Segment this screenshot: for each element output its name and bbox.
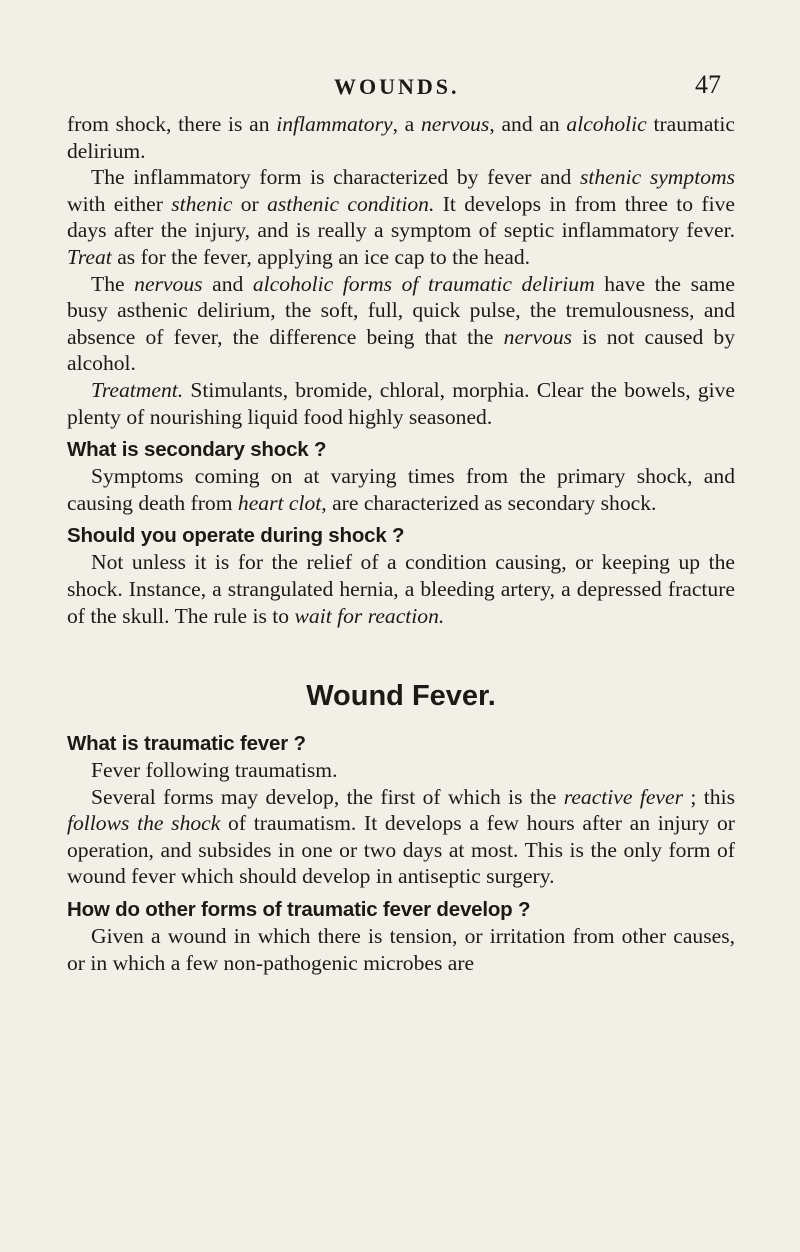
text-span: Symptoms coming on at varying times from the primary shock, and causing death from [67, 464, 735, 515]
paragraph-operate-during-shock [67, 549, 735, 629]
italic-span: inflammatory [276, 112, 393, 136]
text-span: , are characterized as secondary shock. [321, 490, 657, 515]
italic-span: heart clot [237, 490, 322, 515]
paragraph-reactive-fever [67, 784, 735, 890]
text-span: from shock, there is an [67, 112, 277, 136]
page-number: 47 [695, 70, 721, 99]
text-span: and [202, 271, 253, 296]
text-span: have the same busy asthenic delirium, the soft, full, quick pulse, the tremulousness, and absence of fever, the difference being that the [67, 271, 735, 349]
paragraph-fever-definition: Fever following traumatism. [91, 758, 338, 783]
italic-span: nervous [420, 112, 490, 136]
italic-span: reactive fever [563, 784, 684, 809]
text-span: ; this [683, 784, 736, 809]
text-span: The inflammatory form is characterized by fever and [91, 165, 580, 190]
italic-span: Treatment. [91, 377, 184, 402]
question-secondary-shock: What is secondary shock ? [67, 438, 327, 462]
paragraph-inflammatory-form [67, 164, 735, 270]
paragraph-nervous-alcoholic [67, 271, 735, 377]
italic-span: wait for reaction. [294, 603, 445, 628]
italic-span: asthenic condition. [267, 191, 435, 216]
italic-span: sthenic symptoms [579, 165, 735, 190]
text-span: as for the fever, applying an ice cap to the head. [111, 244, 531, 269]
text-span: with either [67, 191, 172, 216]
text-span: Several forms may develop, the first of which is the [91, 784, 564, 809]
italic-span: follows the shock [67, 811, 221, 836]
italic-span: nervous [134, 271, 203, 296]
text-span: The [91, 271, 135, 296]
text-span: of traumatism. It develops a few hours after an injury or operation, and subsides in one or two days at most. This is the only form of wound fever which should develop in antiseptic surgery. [67, 811, 735, 889]
italic-span: Treat [67, 244, 112, 269]
text-span: Not unless it is for the relief of a condition causing, or keeping up the shock. Instance, a strangulated hernia, a bleeding artery, a depressed fracture of the skull. The rule is to [67, 550, 735, 628]
body-text [67, 111, 735, 976]
italic-span: nervous [503, 324, 573, 349]
text-span: , and an [489, 112, 567, 136]
paragraph-treatment [67, 377, 735, 430]
question-operate-during-shock: Should you operate during shock ? [67, 524, 405, 548]
section-title: Wound Fever. [306, 680, 496, 713]
paragraph-delirium-forms [67, 111, 735, 164]
paragraph-secondary-shock [67, 463, 735, 516]
text-span: traumatic delirium. [67, 112, 736, 163]
text-span: , a [392, 112, 421, 136]
question-traumatic-fever: What is traumatic fever ? [67, 732, 306, 756]
page-header [0, 70, 800, 104]
text-span: Stimulants, bromide, chloral, morphia. Clear the bowels, give plenty of nourishing liquid food highly seasoned. [67, 377, 735, 429]
italic-span: alcoholic [566, 112, 647, 136]
text-span: It develops in from three to five days after the injury, and is really a symptom of septic inflammatory fever. [67, 191, 735, 243]
running-head: WOUNDS. [334, 74, 460, 99]
text-span: or [232, 191, 268, 216]
italic-span: alcoholic forms of traumatic delirium [252, 271, 595, 296]
question-other-forms: How do other forms of traumatic fever develop ? [67, 898, 531, 922]
paragraph-other-forms: Given a wound in which there is tension, or irritation from other causes, or in which a few non-pathogenic microbes are [67, 924, 735, 975]
text-span: is not caused by alcohol. [67, 324, 736, 376]
italic-span: sthenic [171, 191, 233, 216]
